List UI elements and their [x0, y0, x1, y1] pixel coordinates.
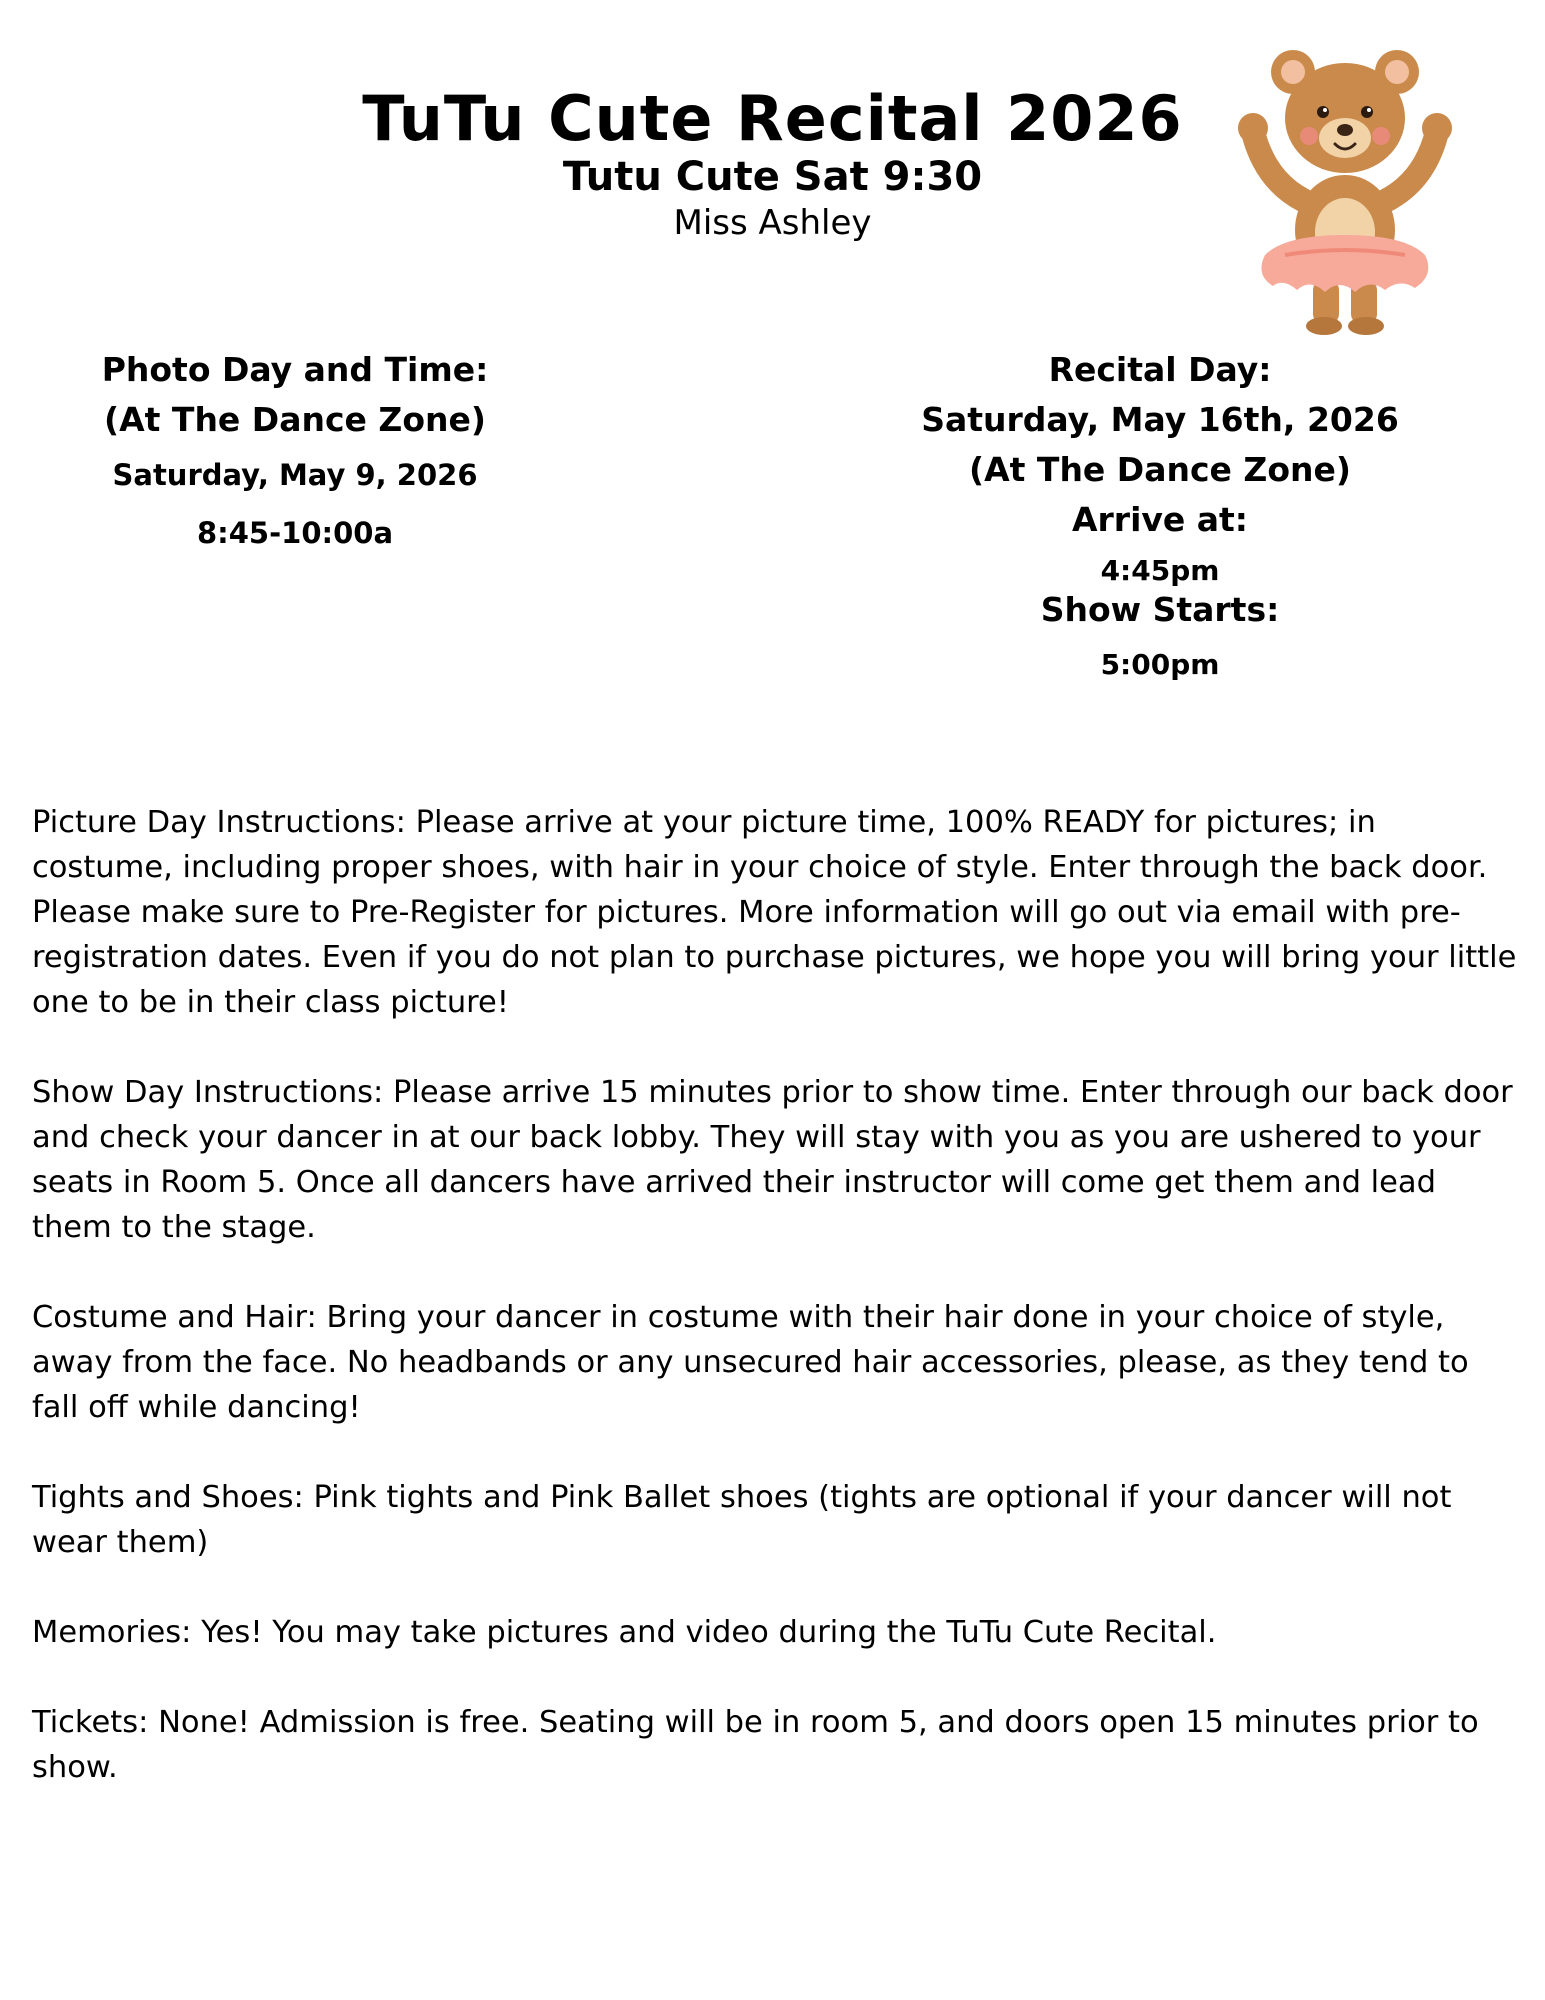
teddy-bear-ballerina-icon — [1225, 40, 1465, 340]
recital-day-section — [910, 345, 1410, 685]
photo-day-section — [60, 345, 530, 553]
photo-day-time: 8:45-10:00a — [196, 516, 394, 550]
photo-day-date: Saturday, May 9, 2026 — [112, 458, 478, 492]
instructions-section — [32, 800, 1522, 1835]
recital-day-location: (At The Dance Zone) — [969, 450, 1351, 489]
teacher-name: Miss Ashley — [673, 203, 872, 243]
photo-day-heading: Photo Day and Time: — [101, 350, 489, 389]
recital-show-label: Show Starts: — [1040, 590, 1280, 629]
class-subtitle: Tutu Cute Sat 9:30 — [562, 154, 983, 200]
recital-show-time: 5:00pm — [1100, 648, 1220, 681]
photo-day-location: (At The Dance Zone) — [104, 400, 486, 439]
picture-day-instructions: Picture Day Instructions: Please arrive at your picture time, 100% READY for pictures; in costume, including proper shoes, with hair in your choice of style. Enter through the back door. Please make sure to Pre-Register for pictures. More information will go out via email with pre-registration dates. Even if you do not plan to purchase pictures, we hope you will bring your little one to be in their class picture! — [32, 805, 1517, 1020]
recital-day-heading: Recital Day: — [1048, 350, 1272, 389]
recital-arrive-time: 4:45pm — [1100, 554, 1220, 587]
recital-day-date: Saturday, May 16th, 2026 — [921, 400, 1399, 439]
costume-and-hair-instructions: Costume and Hair: Bring your dancer in costume with their hair done in your choice of style, away from the face. No headbands or any unsecured hair accessories, please, as they tend to fall off while dancing! — [32, 1300, 1469, 1425]
recital-arrive-label: Arrive at: — [1071, 500, 1249, 539]
memories-note: Memories: Yes! You may take pictures and video during the TuTu Cute Recital. — [32, 1615, 1217, 1650]
page-title: TuTu Cute Recital 2026 — [362, 82, 1183, 155]
tights-and-shoes-instructions: Tights and Shoes: Pink tights and Pink Ballet shoes (tights are optional if your dancer will not wear them) — [32, 1480, 1452, 1560]
show-day-instructions: Show Day Instructions: Please arrive 15 minutes prior to show time. Enter through our back door and check your dancer in at our back lobby. They will stay with you as you are ushered to your seats in Room 5. Once all dancers have arrived their instructor will come get them and lead them to the stage. — [32, 1075, 1513, 1245]
tickets-note: Tickets: None! Admission is free. Seating will be in room 5, and doors open 15 minutes prior to show. — [32, 1705, 1479, 1785]
